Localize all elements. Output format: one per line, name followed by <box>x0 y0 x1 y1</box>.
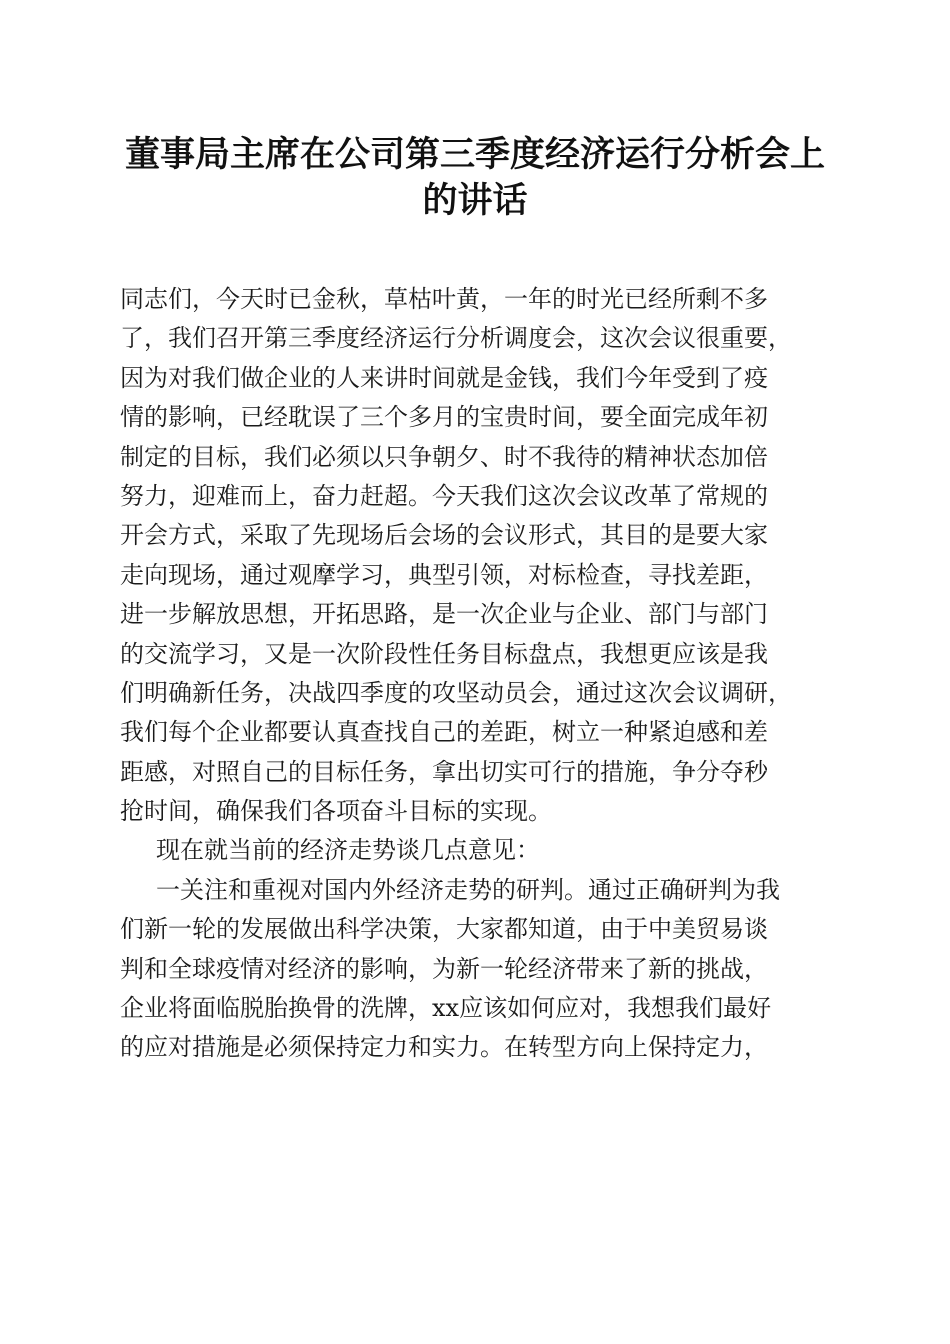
text-line: 情的影响，已经耽误了三个多月的宝贵时间，要全面完成年初 <box>120 403 768 432</box>
text-line: 走向现场，通过观摩学习，典型引领，对标检查，寻找差距， <box>120 560 768 589</box>
text-line: 的交流学习，又是一次阶段性任务目标盘点，我想更应该是我 <box>120 639 768 668</box>
paragraph-opening <box>120 280 840 831</box>
title-line: 的讲话 <box>422 180 528 221</box>
text-line: 开会方式，采取了先现场后会场的会议形式，其目的是要大家 <box>120 521 768 550</box>
paragraph-intro <box>120 831 840 870</box>
text-line: 因为对我们做企业的人来讲时间就是金钱，我们今年受到了疫 <box>120 363 768 392</box>
title-line: 董事局主席在公司第三季度经济运行分析会上 <box>124 134 825 175</box>
text-line: 了，我们召开第三季度经济运行分析调度会，这次会议很重要， <box>120 324 792 353</box>
document-title <box>100 132 850 224</box>
text-line: 制定的目标，我们必须以只争朝夕、时不我待的精神状态加倍 <box>120 442 768 471</box>
text-line: 企业将面临脱胎换骨的洗牌，xx应该如何应对，我想我们最好 <box>120 994 772 1023</box>
text-line: 的应对措施是必须保持定力和实力。在转型方向上保持定力， <box>120 1033 768 1062</box>
text-line: 一关注和重视对国内外经济走势的研判。通过正确研判为我 <box>156 875 780 904</box>
text-line: 判和全球疫情对经济的影响，为新一轮经济带来了新的挑战， <box>120 954 768 983</box>
text-line: 努力，迎难而上，奋力赶超。今天我们这次会议改革了常规的 <box>120 481 768 510</box>
text-line: 距感，对照自己的目标任务，拿出切实可行的措施，争分夺秒 <box>120 757 768 786</box>
text-line: 抢时间，确保我们各项奋斗目标的实现。 <box>120 797 552 826</box>
text-line: 进一步解放思想，开拓思路，是一次企业与企业、部门与部门 <box>120 600 768 629</box>
text-line: 同志们，今天时已金秋，草枯叶黄，一年的时光已经所剩不多 <box>120 285 768 313</box>
paragraph-point-one <box>120 871 840 1068</box>
text-line: 现在就当前的经济走势谈几点意见： <box>156 836 540 865</box>
text-line: 我们每个企业都要认真查找自己的差距，树立一种紧迫感和差 <box>120 718 768 747</box>
text-line: 们明确新任务，决战四季度的攻坚动员会，通过这次会议调研， <box>120 678 792 707</box>
document-body <box>120 280 840 1068</box>
text-line: 们新一轮的发展做出科学决策，大家都知道，由于中美贸易谈 <box>120 915 768 944</box>
